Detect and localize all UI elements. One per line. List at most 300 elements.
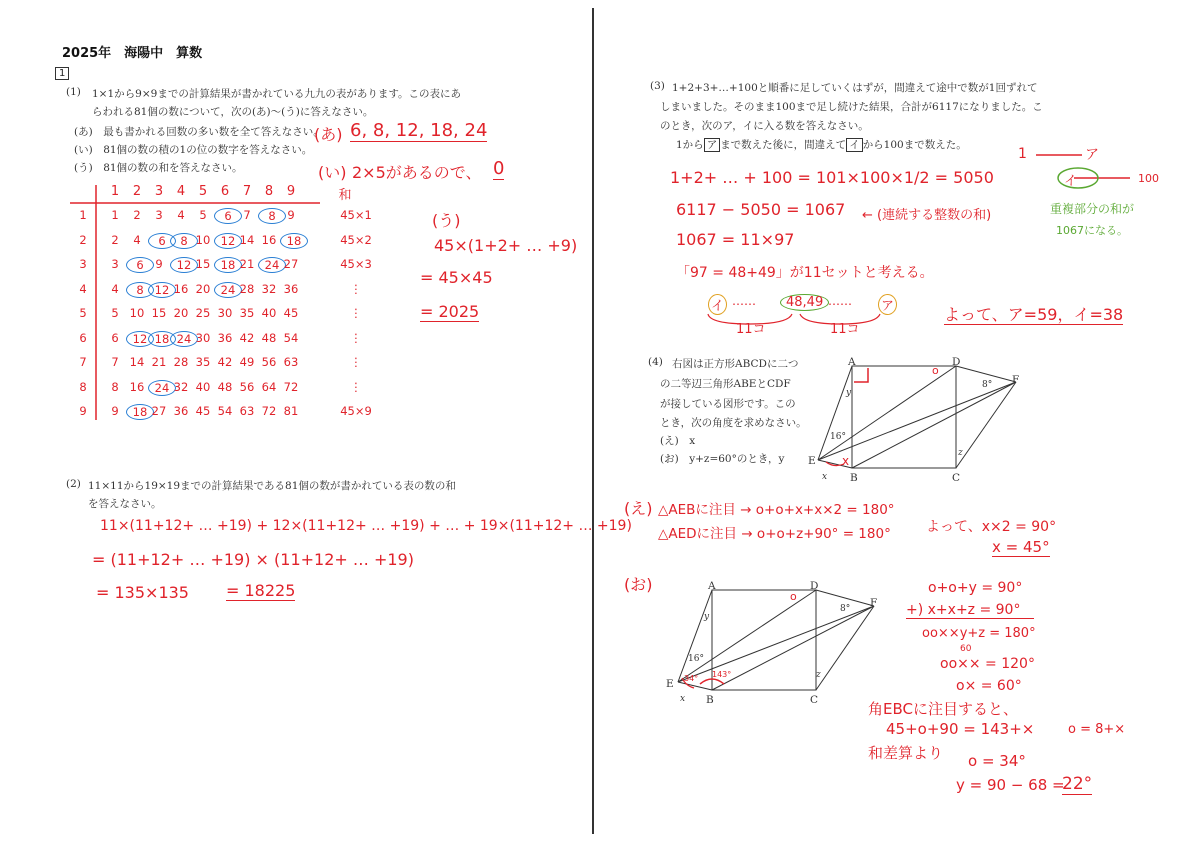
table-cell-value: 36 [173,404,189,418]
o-work-7b: o = 8+× [1068,722,1126,737]
table-cell-value: 40 [261,306,277,320]
q3-work-1: 1+2+ … + 100 = 101×100×1/2 = 5050 [670,168,994,187]
q2-text-1: 11×11から19×19までの計算結果である81個の数が書かれている表の数の和 [88,480,456,492]
table-cell-value: 63 [239,404,255,418]
q3-work-4: 「97 = 48+49」が11セットと考える。 [676,265,934,281]
row-header: 9 [79,404,87,418]
table-cell-value: 45 [195,404,211,418]
col-header: 1 [110,184,120,199]
table-cell [214,233,236,249]
table-cell [104,380,126,394]
table-cell [280,404,302,418]
table-cell-value: 54 [283,330,299,345]
table-cell-value: 42 [239,330,255,345]
col-header: 2 [132,184,142,199]
fig1-label-b: B [850,472,858,484]
diagram-i: イ [1064,174,1078,189]
o-work-1: o+o+y = 90° [928,580,1023,596]
table-cell [126,380,148,394]
table-cell [258,355,280,369]
row-sum: 45×1 [340,208,372,222]
table-cell [192,282,214,296]
o-work-3b: 60 [960,644,972,654]
table-cell [280,208,302,222]
table-cell [192,404,214,418]
row-sum: ⋮ [350,306,362,320]
table-cell-value: 20 [195,281,211,296]
table-cell-value: 16 [173,281,189,296]
table-cell-value: 4 [111,281,119,296]
table-cell-value: 7 [111,355,119,369]
table-cell [280,355,302,369]
table-cell-value: 6 [214,208,242,224]
fig2-label-e: E [666,678,674,690]
table-cell [214,257,236,273]
table-cell [236,355,258,369]
fig2-angle-143: 143° [712,670,732,679]
table-cell-value: 35 [239,306,255,320]
q3-answer [944,302,1123,325]
row-header: 5 [79,306,87,320]
o-label: (お) [624,575,653,594]
e-answer: x = 45° [992,538,1050,556]
table-cell [126,233,148,247]
table-cell [104,306,126,320]
row-sum: 45×3 [340,257,372,271]
table-cell [104,331,126,345]
table-cell-value: 9 [111,404,119,418]
q1-sub-u: (う) 81個の数の和を答えなさい。 [74,162,243,174]
o-work-7: 45+o+90 = 143+× [886,720,1035,738]
q1-label: (1) [66,86,81,98]
q1-sub-a: (あ) 最も書かれる回数の多い数を全て答えなさい。 [74,126,324,138]
fig1-label-d: D [952,356,961,368]
table-cell-value: 14 [129,355,145,369]
o-work-8b: o = 34° [968,752,1026,770]
table-cell-value: 24 [214,282,242,298]
fig2-label-y: y [704,612,710,622]
row-header: 4 [79,281,87,296]
table-cell-value: 18 [148,331,176,347]
table-cell [214,380,236,394]
table-cell [104,208,126,222]
table-cell [126,404,148,420]
ans-i-label: (い) [318,163,347,182]
table-cell [258,380,280,394]
table-cell [104,282,126,296]
table-cell-value: 6 [111,330,119,345]
table-cell-value: 3 [155,208,163,222]
table-cell [170,331,192,347]
table-cell [214,355,236,369]
table-cell-value: 12 [170,257,198,273]
e-conclusion-2 [992,538,1050,556]
row-header: 1 [79,208,87,222]
table-cell [170,282,192,296]
table-cell [258,257,280,273]
o-work-2: +) x+x+z = 90° [906,602,1034,619]
table-cell-value: 12 [214,233,242,249]
table-cell-value: 15 [151,306,167,320]
table-cell-value: 81 [283,404,299,418]
table-cell [148,306,170,320]
green-note-1: 重複部分の和が [1050,202,1135,216]
fig2-label-b: B [706,694,714,706]
fig2-label-c: C [810,694,819,706]
table-cell [126,306,148,320]
table-cell [170,257,192,273]
table-cell [148,355,170,369]
table-cell [280,331,302,345]
row-sum: ⋮ [350,355,362,369]
e-label: (え) [624,499,653,518]
q3-work-2: 6117 − 5050 = 1067 [676,200,846,219]
table-cell [148,380,170,396]
table-cell-value: 18 [126,404,154,420]
geometry-figure-1 [800,350,1040,490]
col-header: 7 [242,184,252,199]
row-sum: ⋮ [350,379,362,394]
table-cell [214,306,236,320]
table-cell-value: 24 [258,257,286,273]
ans-u-line-1: 45×(1+2+ … +9) [434,236,578,255]
table-cell-value: 30 [217,306,233,320]
q3-text-4c: から100まで数えた。 [862,139,967,151]
table-cell-value: 64 [261,379,277,394]
table-cell-value: 54 [217,404,233,418]
table-cell-value: 21 [151,355,167,369]
table-cell-value: 24 [148,380,176,396]
table-cell [192,257,214,271]
table-cell-value: 8 [170,233,198,249]
fig2-label-f: F [870,597,878,609]
q1-sub-i: (い) 81個の数の積の1の位の数字を答えなさい。 [74,144,313,156]
table-cell-value: 10 [129,306,145,320]
table-cell [104,355,126,369]
row-header: 6 [79,330,87,345]
table-cell-value: 16 [129,379,145,394]
table-cell [192,380,214,394]
q2-work-2: = (11+12+ … +19) × (11+12+ … +19) [92,550,414,569]
q4-text-1: 右図は正方形ABCDに二つ [672,358,799,370]
table-cell [258,208,280,224]
table-cell [236,404,258,418]
table-cell-value: 32 [173,379,189,394]
fig1-label-y: y [846,388,852,398]
q2-work-1: 11×(11+12+ … +19) + 12×(11+12+ … +19) + … + 19×(11+12+ … +19) [100,518,632,534]
table-cell-value: 9 [155,257,163,271]
table-cell [148,257,170,271]
table-cell-value: 14 [239,232,255,247]
table-cell-value: 10 [195,232,211,247]
table-cell [126,257,148,273]
table-cell-value: 2 [111,232,119,247]
ans-u-value: = 2025 [420,302,480,321]
table-cell [148,404,170,418]
fig1-label-f: F [1012,374,1020,386]
row-header: 7 [79,355,87,369]
q3-work-3: 1067 = 11×97 [676,230,795,249]
q4-label: (4) [648,356,663,368]
table-cell [126,331,148,347]
set-braces [700,310,900,330]
fig1-label-x: x [822,472,828,482]
table-cell-value: 6 [148,233,176,249]
page-title: 2025年 海陽中 算数 [62,46,203,61]
seq-dots-2: …… [828,294,852,308]
table-cell [236,233,258,247]
q1-text-2: らわれる81個の数について，次の(あ)〜(う)に答えなさい。 [92,106,374,118]
e-line-1: △AEBに注目 → o+o+x+x×2 = 180° [658,502,895,518]
set-label-1: 11コ [736,322,766,337]
table-cell-value: 5 [111,306,119,320]
problem-number: 1 [55,67,69,80]
diagram-100: 100 [1138,172,1159,185]
e-conclusion-1: よって、x×2 = 90° [926,519,1057,535]
table-cell-value: 49 [239,355,255,369]
table-cell [170,233,192,249]
fig1-label-e: E [808,455,816,467]
set-label-2: 11コ [830,322,860,337]
table-cell [126,208,148,222]
table-cell-value: 45 [283,306,299,320]
table-cell [214,282,236,298]
table-cell [280,306,302,320]
e-line-2: △AEDに注目 → o+o+z+90° = 180° [658,526,891,542]
sum-header: 和 [338,188,352,203]
q3-text-3: のとき，次のア，イに入る数を答えなさい。 [660,120,869,132]
row-sum: 45×2 [340,232,372,247]
table-cell [104,257,126,271]
fig1-label-a: A [848,356,856,368]
table-cell-value: 28 [173,355,189,369]
table-cell [258,306,280,320]
table-cell [126,355,148,369]
fig2-angle-8: 8° [840,604,851,614]
table-cell-value: 8 [258,208,286,224]
box-i: イ [846,138,863,152]
q4-sub-e: (え) x [660,435,696,447]
table-cell-value: 48 [261,330,277,345]
diagram-1: 1 [1018,146,1027,162]
table-cell-value: 35 [195,355,211,369]
table-cell-value: 20 [173,306,189,320]
table-cell [170,355,192,369]
o-answer-value: 22° [1062,774,1093,794]
table-cell-value: 25 [195,306,211,320]
table-cell-value: 36 [217,330,233,345]
col-header: 5 [198,184,208,199]
table-cell [148,282,170,298]
table-cell [280,233,302,249]
table-cell [236,380,258,394]
table-cell-value: 72 [283,379,299,394]
row-sum: 45×9 [340,404,372,418]
q3-text-4b: まで数えた後に，間違えて [720,139,847,151]
fig2-angle-34: 34° [684,674,699,683]
table-cell-value: 18 [214,257,242,273]
table-cell-value: 9 [287,208,295,222]
o-work-5: o× = 60° [956,678,1022,694]
table-cell [104,233,126,247]
q3-work-2-note: ← (連続する整数の和) [862,208,992,223]
table-cell-value: 30 [195,330,211,345]
table-cell [214,331,236,345]
table-cell-value: 7 [243,208,251,222]
o-answer [1062,774,1092,794]
fig2-label-x: x [680,694,686,704]
ans-a-label: (あ) [314,125,343,144]
geometry-figure-2 [660,578,900,708]
table-cell [170,208,192,222]
q3-text-4a: 1から [676,139,704,151]
table-cell [192,306,214,320]
table-cell-value: 1 [111,208,119,222]
table-cell-value: 16 [261,232,277,247]
table-cell-value: 4 [133,232,141,247]
table-cell [170,306,192,320]
table-cell-value: 36 [283,281,299,296]
col-header: 3 [154,184,164,199]
table-cell-value: 42 [217,355,233,369]
o-work-9: y = 90 − 68 = [956,776,1065,794]
col-header: 4 [176,184,186,199]
table-cell-value: 63 [283,355,299,369]
box-a: ア [704,138,721,152]
ans-a-value: 6, 8, 12, 18, 24 [350,120,488,141]
table-cell [236,257,258,271]
table-cell [258,404,280,418]
q3-text-4 [676,137,967,152]
ans-i-value: 0 [493,158,505,179]
fig1-angle-16: 16° [830,432,846,442]
table-cell [236,208,258,222]
row-header: 2 [79,232,87,247]
table-cell-value: 48 [217,379,233,394]
q4-text-3: が接している図形です。この [660,398,796,410]
fig2-label-a: A [708,580,716,592]
seq-mid-circle: 48,49 [780,294,829,311]
q4-text-2: の二等辺三角形ABEとCDF [660,378,791,390]
col-header: 9 [286,184,296,199]
q2-work-3a: = 135×135 [96,583,189,602]
table-cell [192,355,214,369]
q3-label: (3) [650,80,665,92]
table-cell-value: 18 [280,233,308,249]
table-cell [258,331,280,345]
table-cell-value: 56 [261,355,277,369]
o-work-6: 角EBCに注目すると、 [868,700,1018,718]
fig1-mark-o: o [932,364,939,377]
table-cell-value: 6 [126,257,154,273]
row-header: 3 [79,257,87,271]
table-cell [214,208,236,224]
q2-text-2: を答えなさい。 [88,498,162,510]
row-sum: ⋮ [350,281,362,296]
table-cell [192,208,214,222]
table-cell-value: 2 [133,208,141,222]
seq-i-circle: イ [708,294,727,315]
green-note-2: 1067になる。 [1056,224,1128,237]
q3-text-2: しまいました。そのまま100まで足し続けた結果，合計が6117になりました。こ [660,101,1043,113]
q3-answer-text: よって、ア=59，イ=38 [944,305,1124,324]
table-cell [192,233,214,247]
table-cell-value: 27 [151,404,167,418]
fig1-angle-8: 8° [982,380,993,390]
seq-a-circle: ア [878,294,897,315]
table-cell [148,233,170,249]
table-cell [170,404,192,418]
row-sum: ⋮ [350,330,362,345]
ans-i-text: 2×5があるので、 [352,163,482,182]
o-work-4: oo×× = 120° [940,656,1035,672]
q4-sub-o: (お) y+z=60°のとき，y [660,453,785,465]
table-cell-value: 3 [111,257,119,271]
table-cell [280,380,302,394]
table-cell-value: 21 [239,257,255,271]
table-cell-value: 12 [148,282,176,298]
seq-dots-1: …… [732,294,756,308]
table-cell-value: 27 [283,257,299,271]
table-cell [192,331,214,345]
fig2-label-z: z [816,670,821,680]
table-cell [236,306,258,320]
table-cell-value: 4 [177,208,185,222]
table-cell [170,380,192,394]
table-cell-value: 32 [261,281,277,296]
table-cell-value: 12 [126,331,154,347]
table-cell-value: 72 [261,404,277,418]
table-cell [104,404,126,418]
table-cell [236,331,258,345]
table-cell-value: 8 [111,379,119,394]
q2-answer: = 18225 [226,581,296,600]
fig2-mark-o: o [790,590,797,603]
o-work-3: oo××y+z = 180° [922,626,1036,641]
table-cell [236,282,258,296]
table-cell [148,331,170,347]
table-cell-value: 8 [126,282,154,298]
q1-text-1: 1×1から9×9までの計算結果が書かれている九九の表があります。この表にあ [92,88,461,100]
table-cell [148,208,170,222]
seq-mid [780,294,829,311]
col-header: 8 [264,184,274,199]
fig2-angle-16: 16° [688,654,704,664]
table-cell-value: 24 [170,331,198,347]
row-header: 8 [79,379,87,394]
table-cell [258,282,280,296]
fig1-label-c: C [952,472,961,484]
table-cell-value: 28 [239,281,255,296]
table-cell-value: 56 [239,379,255,394]
table-cell-value: 40 [195,379,211,394]
ans-u-line-2: = 45×45 [420,268,493,287]
fig2-label-d: D [810,580,819,592]
q3-text-1: 1+2+3+…+100と順番に足していくはずが，間違えて途中で数が1回ずれて [672,82,1038,94]
fig1-label-z: z [958,448,963,458]
table-cell-value: 5 [199,208,207,222]
table-cell [126,282,148,298]
ans-u-label: (う) [432,211,461,230]
table-cell [280,282,302,296]
table-cell [258,233,280,247]
ans-u-line-3 [420,302,479,321]
o-work-8a: 和差算より [868,744,944,762]
fig1-mark-x: x [842,454,850,468]
table-cell-value: 15 [195,257,211,271]
diagram-a: ア [1085,147,1099,163]
table-cell [280,257,302,271]
